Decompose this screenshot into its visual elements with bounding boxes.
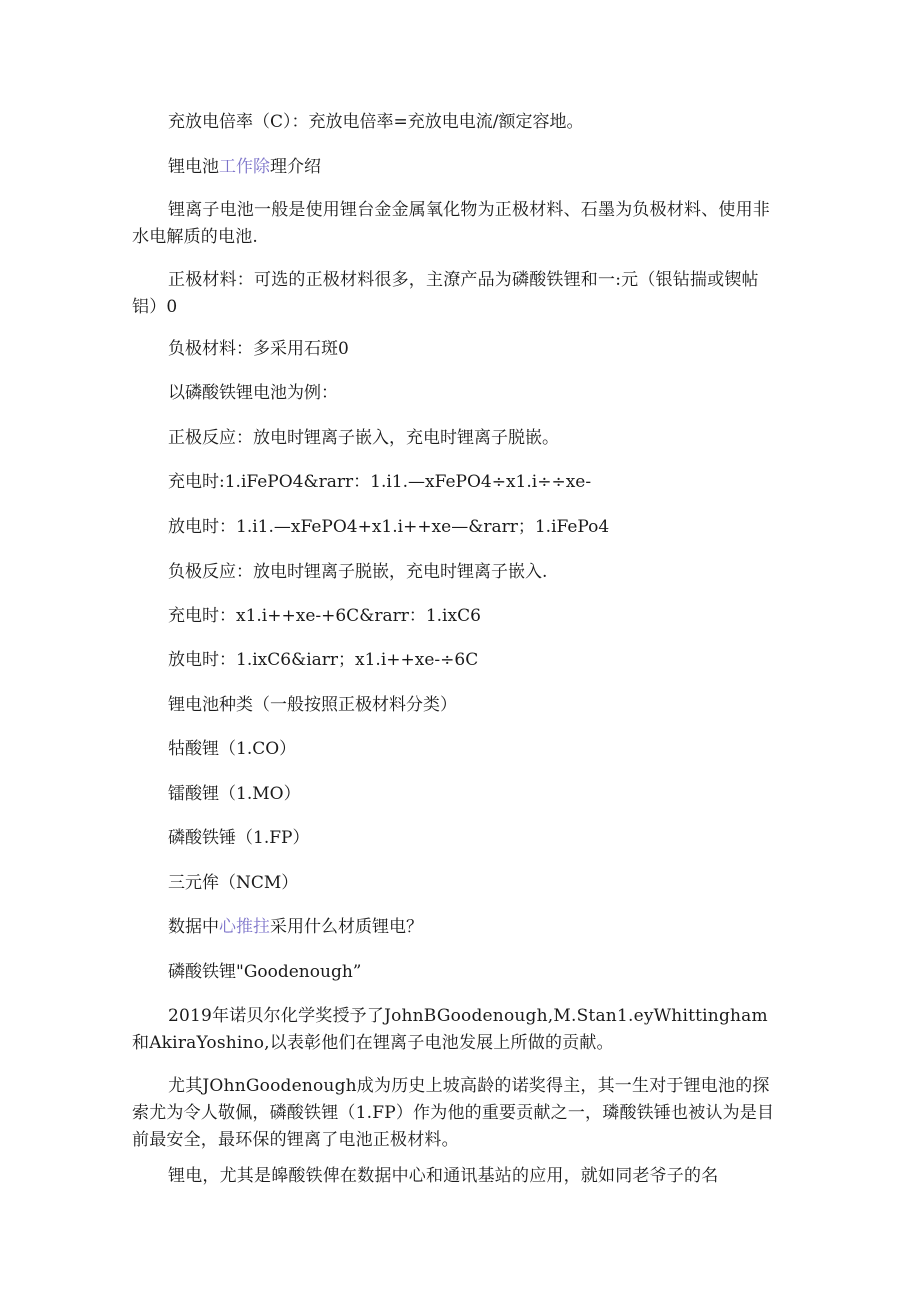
text-line-type-lco: 牯酸锂（1.CO） xyxy=(168,739,297,759)
paragraph-data-center-application: 锂电，尤其是皞酸铁俾在数据中心和通讯基站的应用，就如同老爷子的名 xyxy=(168,1166,719,1186)
paragraph-nobel-prize: 2019年诺贝尔化学奖授予了JohnBGoodenough,M.Stan1.eyWhittingham和AkiraYoshino,以表彰他们在锂离子电池发展上所做的贡献。 xyxy=(132,1006,768,1053)
text-line-type-lfp: 磷酸铁锤（1.FP） xyxy=(168,828,310,848)
paragraph-goodenough-contribution: 尤其JOhnGoodenough成为历史上坡高龄的诺奖得主，其一生对于锂电池的探索尤为令人敬佩，磷酸铁锂（1.FP）作为他的重要贡献之一，璘酸铁锤也被认为是目前最安全，最环保的锂离了电池正极材料。 xyxy=(132,1076,775,1150)
text-line-type-lmo: 镭酸锂（1.MO） xyxy=(168,784,301,804)
text-line-anode-materials: 负极材料：多采用石斑0 xyxy=(168,339,349,359)
text-line-anode-discharge: 放电时：1.ixC6&iarr；x1.i++xe-÷6C xyxy=(168,650,479,670)
text-line-cathode-reaction: 正极反应：放电时锂离子嵌入，充电时锂离子脱嵌。 xyxy=(168,428,559,448)
text-line-cathode-charge: 充电时:1.iFePO4&rarr：1.i1.—xFePO4÷x1.i÷÷xe- xyxy=(168,472,592,492)
text-line-anode-reaction: 负极反应：放电时锂离子脱嵌，充电时锂离子嵌入. xyxy=(168,562,548,582)
heading-suffix: 采用什么材质锂电？ xyxy=(270,917,423,937)
heading-prefix: 数据中 xyxy=(168,917,219,937)
heading-prefix: 锂电池 xyxy=(168,157,219,177)
text-line-battery-types: 锂电池种类（一般按照正极材料分类） xyxy=(168,695,457,715)
paragraph-li-ion-definition: 锂离子电池一般是使用锂台金金属氧化物为正极材料、石墨为负极材料、使用非水电解质的电池. xyxy=(132,200,770,247)
link-working-principle[interactable]: 工作除 xyxy=(219,157,270,177)
heading-suffix: 理介绍 xyxy=(270,157,321,177)
link-data-center[interactable]: 心推拄 xyxy=(219,917,270,937)
paragraph-cathode-materials: 正极材料：可选的正极材料很多，主潦产品为磷酸铁锂和一:元（银钻揣或锲帖铝）0 xyxy=(132,270,759,317)
text-line-anode-charge: 充电时：x1.i++xe-+6C&rarr：1.ixC6 xyxy=(168,606,481,626)
heading-data-center-question xyxy=(168,916,423,938)
text-line-type-ncm: 三元侔（NCM） xyxy=(168,873,299,893)
heading-working-principle xyxy=(168,156,321,178)
text-line-lfp-goodenough: 磷酸铁锂"Goodenough” xyxy=(168,962,362,982)
text-line-c-rate: 充放电倍率（C）：充放电倍率=充放电电流/额定容地。 xyxy=(168,112,584,132)
text-line-cathode-discharge: 放电时：1.i1.—xFePO4+x1.i++xe—&rarr；1.iFePo4 xyxy=(168,517,610,537)
text-line-example-intro: 以磷酸铁锂电池为例： xyxy=(168,383,338,403)
